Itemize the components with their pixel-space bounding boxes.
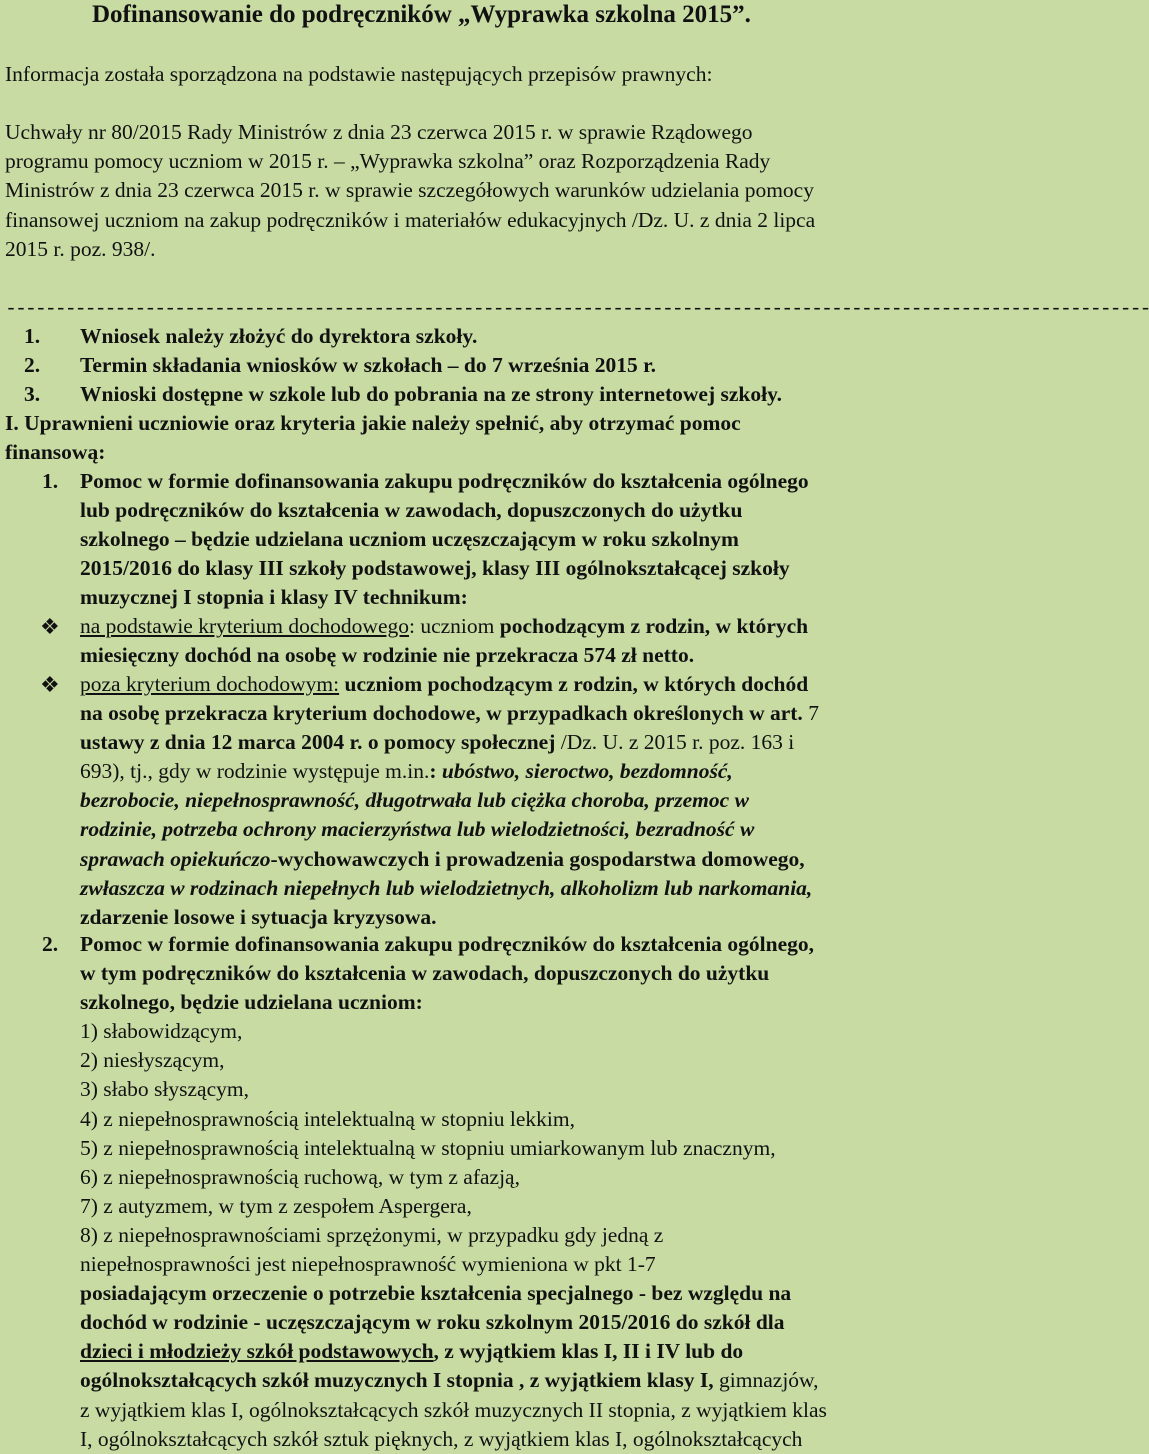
list-item: niepełnosprawności jest niepełnosprawność wymieniona w pkt 1-7 [80, 1252, 656, 1277]
criterion-label: na podstawie kryterium dochodowego [80, 614, 409, 638]
step-text: Termin składania wniosków w szkołach – do 7 września 2015 r. [80, 353, 657, 377]
item1-line: lub podręczników do kształcenia w zawodach, dopuszczonych do użytku [80, 498, 743, 523]
diamond-bullet-icon: ❖ [40, 614, 60, 639]
item1-paragraph [80, 467, 960, 612]
step-text: Wnioski dostępne w szkole lub do pobrania na ze strony internetowej szkoły. [80, 382, 783, 406]
legal-basis-paragraph [5, 118, 960, 264]
separator-line: ------------------------------------------------------------------------------------------------------------------- [5, 298, 1149, 321]
bullet1-paragraph: na podstawie kryterium dochodowego: uczniom pochodzącym z rodzin, w których miesięczny dochód na osobę w rodzinie nie przekracza 574 zł netto. [80, 614, 809, 668]
criterion-label: poza kryterium dochodowym: [80, 672, 340, 696]
item-number: 2. [42, 932, 59, 956]
legal-line: finansowej uczniom na zakup podręczników i materiałów edukacyjnych /Dz. U. z dnia 2 lipca [5, 207, 816, 232]
list-item: 3) słabo słyszącym, [80, 1077, 249, 1102]
item1-line: muzycznej I stopnia i klasy IV technikum: [80, 585, 468, 610]
diamond-bullet-icon: ❖ [40, 672, 60, 697]
item2-paragraph: Pomoc w formie dofinansowania zakupu podręczników do kształcenia ogólnego, w tym podręczników do kształcenia w zawodach, dopuszczonych do użytku szkolnego, będzie udzielana uczniom: 1) słabowidzącym, 2) niesłyszącym, 3) słabo słyszącym, 4) z niepełnosprawnością intelektualną w stopniu lekkim, 5) z niepełnosprawnością intelektualną w stopniu umiarkowanym lub znacznym, 6) z niepełnosprawnością ruchową, w tym z afazją, 7) z autyzmem, w tym z zespołem Aspergera, 8) z niepełnosprawnościami sprzężonymi, w przypadku gdy jedną z niepełnosprawności jest niepełnosprawność wymieniona w pkt 1-7 posiadającym orzeczenie o potrzebie kształcenia specjalnego - bez względu na dochód w rodzinie - uczęszczającym w roku szkolnym 2015/2016 do szkół dla dzieci i młodzieży szkół podstawowych, z wyjątkiem klas I, II i IV lub do ogólnokształcących szkół muzycznych I stopnia , z wyjątkiem klasy I, gimnazjów, z wyjątkiem klas I, ogólnokształcących szkół muzycznych II stopnia, z wyjątkiem klas I, ogólnokształcących szkół sztuk pięknych, z wyjątkiem klas I, ogólnokształcących [80, 930, 960, 1454]
item1-line: Pomoc w formie dofinansowania zakupu podręczników do kształcenia ogólnego [80, 469, 809, 493]
section-heading: I. Uprawnieni uczniowie oraz kryteria jakie należy spełnić, aby otrzymać pomoc [5, 411, 741, 435]
list-item: 4) z niepełnosprawnością intelektualną w stopniu lekkim, [80, 1106, 575, 1131]
bullet2-paragraph: poza kryterium dochodowym: uczniom pochodzącym z rodzin, w których dochód na osobę przekracza kryterium dochodowe, w przypadkach określonych w art. 7 ustawy z dnia 12 marca 2004 r. o pomocy społecznej /Dz. U. z 2015 r. poz. 163 i 693), tj., gdy w rodzinie występuje m.in.: ubóstwo, sieroctwo, bezdomność, bezrobocie, niepełnosprawność, długotrwała lub ciężka choroba, przemoc w rodzinie, potrzeba ochrony macierzyństwa lub wielodzietności, bezradność w sprawach opiekuńczo-wychowawczych i prowadzenia gospodarstwa domowego, zwłaszcza w rodzinach niepełnych lub wielodzietnych, alkoholizm lub narkomania, zdarzenie losowe i sytuacja kryzysowa. [80, 672, 819, 929]
step-number: 2. [24, 353, 41, 377]
legal-line: 2015 r. poz. 938/. [5, 236, 156, 261]
list-item: 6) z niepełnosprawnością ruchową, w tym z afazją, [80, 1164, 520, 1189]
item1-line: szkolnego – będzie udzielana uczniom uczęszczającym w roku szkolnym [80, 527, 739, 552]
list-item: 5) z niepełnosprawnością intelektualną w stopniu umiarkowanym lub znacznym, [80, 1135, 776, 1160]
list-item: 8) z niepełnosprawnościami sprzężonymi, w przypadku gdy jedną z [80, 1222, 664, 1247]
intro-text: Informacja została sporządzona na podstawie następujących przepisów prawnych: [5, 62, 713, 86]
legal-line: programu pomocy uczniom w 2015 r. – „Wyprawka szkolna” oraz Rozporządzenia Rady [5, 149, 771, 174]
list-item: 2) niesłyszącym, [80, 1048, 225, 1073]
step-number: 3. [24, 382, 41, 406]
step-number: 1. [24, 324, 41, 348]
item1-line: 2015/2016 do klasy III szkoły podstawowej, klasy III ogólnokształcącej szkoły [80, 556, 790, 581]
legal-line: Uchwały nr 80/2015 Rady Ministrów z dnia 23 czerwca 2015 r. w sprawie Rządowego [5, 120, 753, 144]
legal-line: Ministrów z dnia 23 czerwca 2015 r. w sprawie szczegółowych warunków udzielania pomocy [5, 178, 814, 203]
list-item: 7) z autyzmem, w tym z zespołem Aspergera, [80, 1193, 472, 1218]
page-title: Dofinansowanie do podręczników „Wyprawka szkolna 2015”. [92, 1, 751, 28]
section-heading-cont: finansową: [5, 440, 106, 464]
step-text: Wniosek należy złożyć do dyrektora szkoły. [80, 324, 478, 348]
list-item: 1) słabowidzącym, [80, 1019, 243, 1044]
item-number: 1. [42, 469, 59, 493]
